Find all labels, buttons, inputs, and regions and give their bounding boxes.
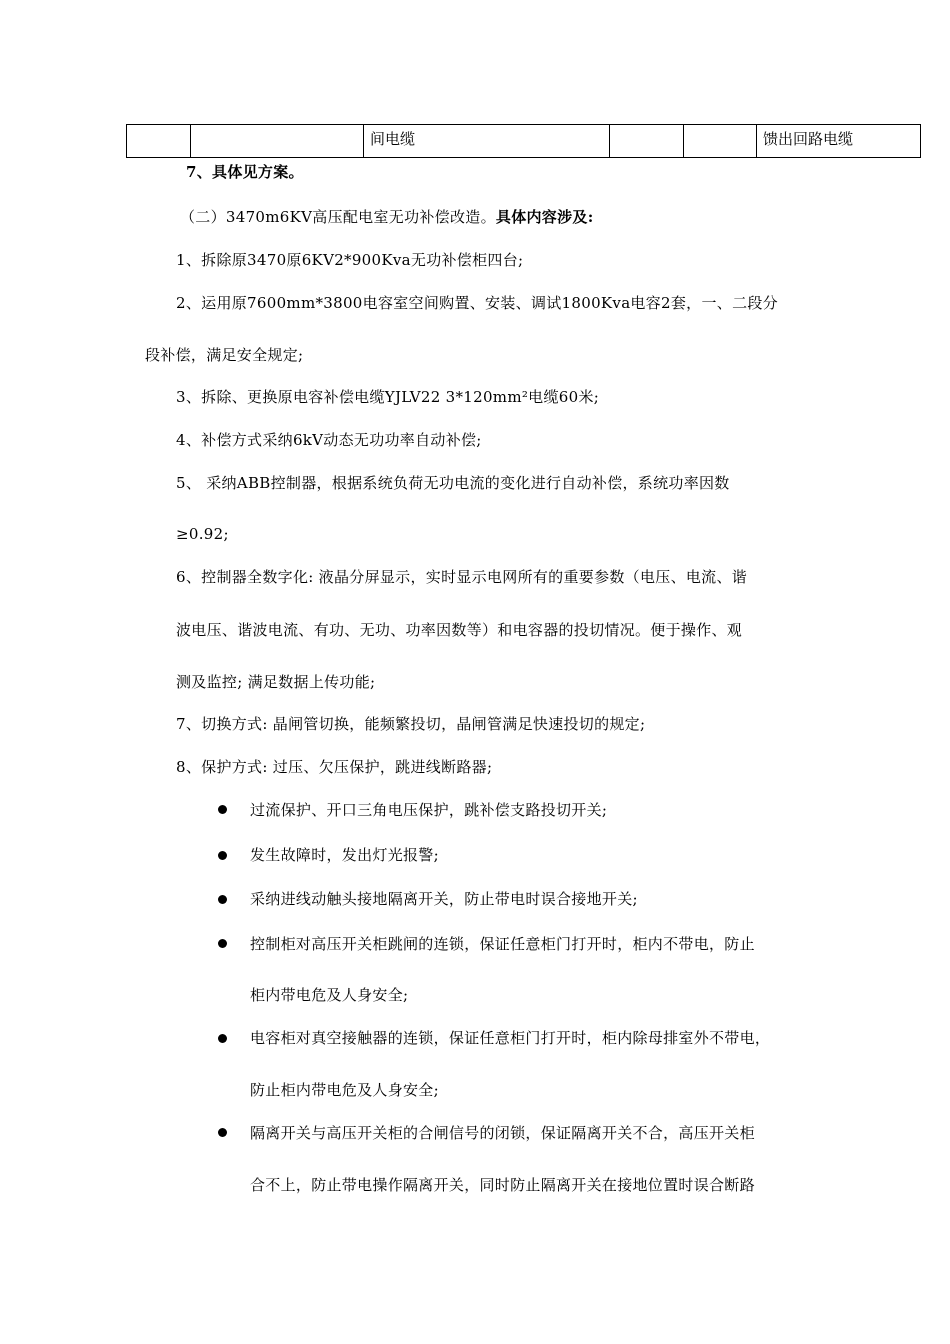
bullet-item-6-cont: 合不上，防止带电操作隔离开关，同时防止隔离开关在接地位置时误合断路 bbox=[250, 1176, 755, 1194]
list-item-6-cont2: 测及监控; 满足数据上传功能; bbox=[176, 673, 376, 691]
section-title-normal: （二）3470m6KV高压配电室无功补偿改造。 bbox=[180, 208, 496, 226]
table-cell: 馈出回路电缆 bbox=[757, 125, 921, 158]
bullet-icon bbox=[218, 1034, 227, 1043]
bullet-item-5-cont: 防止柜内带电危及人身安全; bbox=[250, 1081, 439, 1099]
bullet-icon bbox=[218, 851, 227, 860]
bullet-item-5: 电容柜对真空接触器的连锁，保证任意柜门打开时，柜内除母排室外不带电， bbox=[250, 1029, 771, 1047]
list-item-5: 5、 采纳ABB控制器，根据系统负荷无功电流的变化进行自动补偿，系统功率因数 bbox=[176, 474, 730, 492]
table-continuation bbox=[126, 124, 921, 158]
list-item-3: 3、拆除、更换原电容补偿电缆YJLV22 3*120mm²电缆60米; bbox=[176, 388, 600, 406]
table-cell bbox=[610, 125, 684, 158]
list-item-6: 6、控制器全数字化: 液晶分屏显示，实时显示电网所有的重要参数（电压、电流、谐 bbox=[176, 568, 748, 586]
list-item-2: 2、运用原7600mm*3800电容室空间购置、安装、调试1800Kva电容2套，一、二段分 bbox=[176, 294, 778, 312]
list-item-8: 8、保护方式: 过压、欠压保护，跳进线断路器; bbox=[176, 758, 493, 776]
list-item-1: 1、拆除原3470原6KV2*900Kva无功补偿柜四台; bbox=[176, 251, 524, 269]
list-item-6-cont1: 波电压、谐波电流、有功、无功、功率因数等）和电容器的投切情况。便于操作、观 bbox=[176, 621, 743, 639]
list-item-5-cont: ≥0.92; bbox=[176, 525, 229, 543]
bullet-item-3: 采纳进线动触头接地隔离开关，防止带电时误合接地开关; bbox=[250, 890, 638, 908]
section-title bbox=[180, 207, 594, 227]
bullet-item-6: 隔离开关与高压开关柜的合闸信号的闭锁，保证隔离开关不合，高压开关柜 bbox=[250, 1124, 755, 1142]
bullet-item-1: 过流保护、开口三角电压保护，跳补偿支路投切开关; bbox=[250, 801, 608, 819]
bullet-item-4: 控制柜对高压开关柜跳闸的连锁，保证任意柜门打开时，柜内不带电，防止 bbox=[250, 935, 755, 953]
bullet-icon bbox=[218, 1128, 227, 1137]
bullet-icon bbox=[218, 939, 227, 948]
list-item-2-cont: 段补偿，满足安全规定; bbox=[145, 346, 304, 364]
list-item-7: 7、切换方式: 晶闸管切换，能频繁投切，晶闸管满足快速投切的规定; bbox=[176, 715, 646, 733]
table-cell bbox=[191, 125, 364, 158]
bullet-icon bbox=[218, 895, 227, 904]
bullet-item-4-cont: 柜内带电危及人身安全; bbox=[250, 986, 409, 1004]
bullet-item-2: 发生故障时，发出灯光报警; bbox=[250, 846, 439, 864]
heading-item-7: 7、具体见方案。 bbox=[186, 163, 304, 181]
bullet-icon bbox=[218, 805, 227, 814]
list-item-4: 4、补偿方式采纳6kV动态无功功率自动补偿; bbox=[176, 431, 482, 449]
table-row bbox=[127, 125, 921, 158]
table-cell: 间电缆 bbox=[364, 125, 610, 158]
table-cell bbox=[127, 125, 191, 158]
section-title-bold: 具体内容涉及: bbox=[495, 208, 594, 226]
table-cell bbox=[684, 125, 757, 158]
